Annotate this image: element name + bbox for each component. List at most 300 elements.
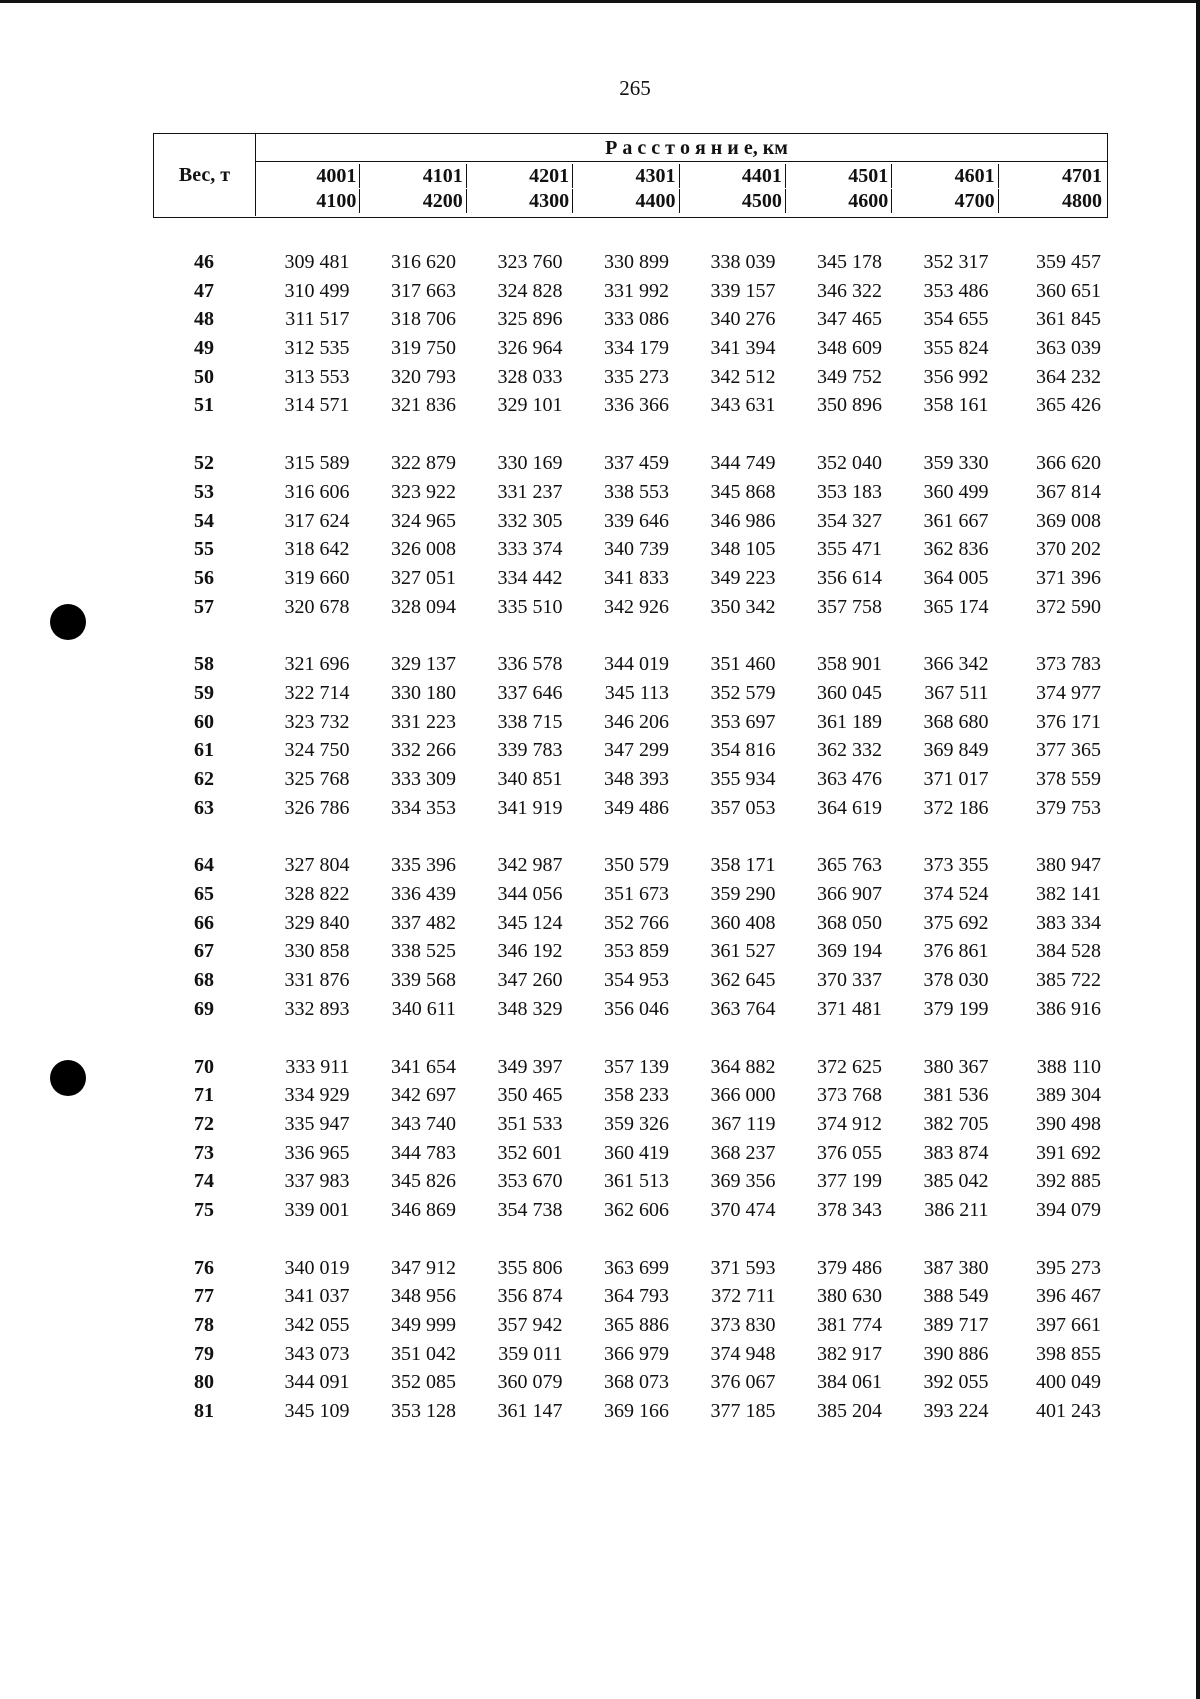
table-row	[153, 1340, 1108, 1369]
value-cell: 342 987	[497, 854, 563, 877]
value-cell: 353 859	[604, 940, 669, 963]
table-row	[153, 1053, 1108, 1082]
value-cell: 351 673	[604, 883, 669, 906]
weight-cell: 60	[194, 710, 214, 733]
value-cell: 389 717	[923, 1314, 989, 1336]
value-cell: 347 912	[391, 1256, 456, 1279]
value-cell: 337 459	[604, 452, 669, 475]
value-cell: 347 299	[604, 739, 669, 762]
value-cell: 357 758	[817, 595, 882, 618]
table-row	[153, 305, 1108, 334]
page-right-edge	[1196, 0, 1200, 1699]
range-to: 4100	[316, 189, 360, 213]
value-cell: 328 094	[391, 595, 456, 618]
value-cell: 316 606	[284, 480, 350, 503]
value-cell: 380 630	[817, 1285, 882, 1308]
weight-cell: 50	[194, 365, 214, 388]
value-cell: 378 343	[817, 1198, 882, 1221]
value-cell: 366 000	[710, 1084, 776, 1107]
weight-cell: 77	[194, 1285, 214, 1308]
value-cell: 379 753	[1036, 796, 1101, 819]
table-row	[153, 765, 1108, 794]
value-cell: 370 202	[1036, 538, 1101, 561]
value-cell: 368 237	[710, 1141, 776, 1164]
value-cell: 367 119	[711, 1112, 776, 1135]
value-cell: 395 273	[1036, 1256, 1101, 1279]
value-cell: 345 124	[497, 911, 563, 934]
value-cell: 319 750	[391, 337, 456, 360]
range-from: 4401	[742, 164, 786, 188]
value-cell: 361 513	[604, 1170, 669, 1193]
value-cell: 346 192	[497, 940, 563, 963]
value-cell: 370 474	[710, 1198, 776, 1221]
range-to: 4700	[955, 189, 999, 213]
value-cell: 348 609	[817, 337, 882, 360]
weight-cell: 57	[194, 595, 214, 618]
value-cell: 317 663	[391, 279, 456, 302]
value-cell: 337 983	[284, 1170, 350, 1193]
weight-cell: 75	[194, 1198, 214, 1221]
table-row	[153, 794, 1108, 823]
value-cell: 370 337	[817, 969, 882, 992]
value-cell: 335 947	[284, 1112, 350, 1135]
value-cell: 352 040	[817, 452, 882, 475]
value-cell: 335 396	[391, 854, 456, 877]
value-cell: 343 631	[710, 394, 776, 417]
value-cell: 376 171	[1036, 710, 1101, 733]
range-to: 4400	[636, 189, 680, 213]
value-cell: 353 183	[817, 480, 882, 503]
value-cell: 323 760	[497, 251, 563, 273]
weight-cell: 52	[194, 452, 214, 475]
table-row	[153, 1167, 1108, 1196]
table-row	[153, 995, 1108, 1024]
value-cell: 392 885	[1036, 1170, 1101, 1193]
value-cell: 384 528	[1036, 940, 1101, 963]
range-from: 4701	[1062, 165, 1102, 187]
punch-hole	[50, 1060, 86, 1096]
value-cell: 344 056	[497, 883, 563, 906]
value-cell: 383 874	[923, 1141, 989, 1164]
value-cell: 362 645	[710, 969, 776, 992]
range-to: 4200	[423, 189, 467, 213]
value-cell: 326 964	[497, 337, 563, 360]
value-cell: 346 869	[391, 1198, 456, 1221]
value-cell: 357 053	[710, 796, 776, 819]
value-cell: 390 886	[923, 1342, 989, 1365]
value-cell: 336 578	[497, 653, 563, 676]
value-cell: 342 055	[284, 1314, 350, 1336]
value-cell: 376 861	[923, 940, 989, 963]
value-cell: 357 139	[604, 1055, 669, 1078]
value-cell: 385 042	[923, 1170, 989, 1193]
value-cell: 333 086	[604, 308, 669, 331]
value-cell: 337 482	[391, 911, 456, 934]
weight-cell: 73	[194, 1141, 214, 1164]
table-row	[153, 1196, 1108, 1225]
weight-cell: 58	[194, 653, 214, 676]
range-header	[256, 162, 362, 216]
value-cell: 352 085	[391, 1371, 456, 1394]
value-cell: 314 571	[284, 394, 350, 417]
value-cell: 369 166	[604, 1400, 669, 1423]
value-cell: 331 876	[284, 969, 350, 992]
value-cell: 326 786	[284, 796, 350, 819]
value-cell: 368 680	[923, 710, 989, 733]
weight-cell: 74	[194, 1170, 214, 1193]
weight-cell: 67	[194, 940, 214, 963]
value-cell: 365 426	[1036, 394, 1101, 417]
weight-cell: 59	[194, 681, 214, 704]
weight-cell: 49	[194, 337, 214, 360]
table-row	[153, 1139, 1108, 1168]
table-row	[153, 708, 1108, 737]
value-cell: 362 836	[923, 538, 989, 561]
table-row	[153, 1368, 1108, 1397]
table-row	[153, 478, 1108, 507]
range-to: 4600	[848, 189, 892, 213]
value-cell: 356 614	[817, 566, 882, 589]
value-cell: 348 105	[710, 538, 776, 561]
value-cell: 331 992	[604, 279, 669, 302]
value-cell: 352 601	[497, 1141, 563, 1164]
value-cell: 369 008	[1036, 509, 1101, 532]
value-cell: 378 559	[1036, 768, 1101, 790]
value-cell: 364 619	[817, 796, 882, 819]
value-cell: 358 171	[710, 854, 776, 877]
value-cell: 342 512	[710, 365, 776, 388]
distance-header: Р а с с т о я н и е, км	[256, 134, 1107, 162]
value-cell: 317 624	[284, 509, 350, 532]
value-cell: 354 816	[710, 739, 776, 762]
value-cell: 345 826	[391, 1170, 456, 1193]
value-cell: 369 356	[710, 1170, 776, 1193]
value-cell: 328 033	[497, 365, 563, 388]
value-cell: 379 199	[923, 997, 989, 1020]
value-cell: 352 579	[710, 681, 776, 704]
row-group	[153, 449, 1108, 621]
value-cell: 324 965	[391, 509, 456, 532]
value-cell: 322 879	[391, 452, 456, 475]
value-cell: 397 661	[1036, 1314, 1101, 1336]
range-header	[788, 162, 894, 216]
value-cell: 330 858	[284, 940, 350, 963]
table-row	[153, 736, 1108, 765]
value-cell: 311 517	[285, 308, 350, 331]
table-row	[153, 679, 1108, 708]
value-cell: 371 481	[817, 997, 882, 1020]
value-cell: 382 705	[923, 1112, 989, 1135]
value-cell: 336 439	[391, 883, 456, 906]
value-cell: 381 536	[923, 1084, 989, 1107]
value-cell: 356 874	[497, 1285, 563, 1308]
value-cell: 398 855	[1036, 1342, 1101, 1365]
value-cell: 346 206	[604, 710, 669, 733]
value-cell: 343 740	[391, 1112, 456, 1135]
value-cell: 312 535	[284, 337, 350, 360]
value-cell: 325 768	[284, 768, 350, 790]
value-cell: 338 553	[604, 480, 669, 503]
value-cell: 341 394	[710, 337, 776, 360]
value-cell: 349 999	[391, 1314, 456, 1336]
value-cell: 372 625	[817, 1055, 882, 1078]
value-cell: 358 161	[923, 394, 989, 417]
value-cell: 385 204	[817, 1400, 882, 1423]
value-cell: 320 793	[391, 365, 456, 388]
value-cell: 340 851	[497, 768, 563, 790]
value-cell: 359 326	[604, 1112, 669, 1135]
row-group	[153, 851, 1108, 1023]
value-cell: 327 804	[284, 854, 350, 877]
value-cell: 381 774	[817, 1314, 882, 1336]
table-row	[153, 1311, 1108, 1340]
page-top-edge	[0, 0, 1200, 3]
weight-cell: 61	[194, 739, 214, 762]
value-cell: 329 101	[497, 394, 563, 417]
value-cell: 347 260	[497, 969, 563, 992]
value-cell: 350 579	[604, 854, 669, 877]
distance-ranges	[256, 162, 1107, 216]
value-cell: 393 224	[923, 1400, 989, 1423]
weight-cell: 54	[194, 509, 214, 532]
value-cell: 347 465	[817, 308, 882, 331]
value-cell: 355 824	[923, 337, 989, 360]
table-row	[153, 909, 1108, 938]
value-cell: 339 001	[284, 1198, 350, 1221]
range-from: 4001	[316, 164, 360, 188]
value-cell: 331 223	[391, 710, 456, 733]
table-row	[153, 535, 1108, 564]
value-cell: 363 476	[817, 768, 882, 790]
value-cell: 373 830	[710, 1314, 776, 1336]
value-cell: 372 711	[711, 1285, 776, 1308]
value-cell: 318 642	[284, 538, 350, 561]
value-cell: 313 553	[284, 365, 350, 388]
value-cell: 379 486	[817, 1256, 882, 1279]
table-row	[153, 248, 1108, 277]
weight-cell: 63	[194, 796, 214, 819]
table-row	[153, 937, 1108, 966]
range-to: 4500	[742, 189, 786, 213]
value-cell: 339 783	[497, 739, 563, 762]
value-cell: 330 899	[604, 251, 669, 273]
value-cell: 346 986	[710, 509, 776, 532]
value-cell: 341 654	[391, 1055, 456, 1078]
weight-cell: 56	[194, 566, 214, 589]
value-cell: 374 948	[710, 1342, 776, 1365]
value-cell: 354 327	[817, 509, 882, 532]
value-cell: 341 919	[497, 796, 563, 819]
value-cell: 333 911	[285, 1055, 350, 1078]
value-cell: 361 189	[817, 710, 882, 733]
value-cell: 334 179	[604, 337, 669, 360]
table-row	[153, 507, 1108, 536]
value-cell: 309 481	[284, 251, 350, 273]
value-cell: 310 499	[284, 279, 350, 302]
value-cell: 315 589	[284, 452, 350, 475]
value-cell: 344 749	[710, 452, 776, 475]
value-cell: 386 916	[1036, 997, 1101, 1020]
value-cell: 360 079	[497, 1371, 563, 1394]
value-cell: 353 486	[923, 279, 989, 302]
value-cell: 325 896	[497, 308, 563, 331]
value-cell: 376 055	[817, 1141, 882, 1164]
table-row	[153, 851, 1108, 880]
value-cell: 333 309	[391, 768, 456, 790]
value-cell: 360 408	[710, 911, 776, 934]
value-cell: 361 845	[1036, 308, 1101, 331]
row-group	[153, 248, 1108, 420]
table-row	[153, 564, 1108, 593]
range-from: 4201	[529, 164, 573, 188]
value-cell: 319 660	[284, 566, 350, 589]
table-row	[153, 880, 1108, 909]
range-from: 4601	[955, 164, 999, 188]
weight-cell: 68	[194, 969, 214, 992]
value-cell: 369 194	[817, 940, 882, 963]
value-cell: 349 752	[817, 365, 882, 388]
value-cell: 331 237	[497, 480, 563, 503]
value-cell: 324 828	[497, 279, 563, 302]
value-cell: 352 766	[604, 911, 669, 934]
value-cell: 385 722	[1036, 969, 1101, 992]
value-cell: 366 342	[923, 653, 989, 676]
value-cell: 327 051	[391, 566, 456, 589]
value-cell: 345 868	[710, 480, 776, 503]
value-cell: 391 692	[1036, 1141, 1101, 1164]
value-cell: 373 355	[923, 854, 989, 877]
value-cell: 363 699	[604, 1256, 669, 1279]
value-cell: 354 655	[923, 308, 989, 331]
value-cell: 344 783	[391, 1141, 456, 1164]
value-cell: 371 593	[710, 1256, 776, 1279]
value-cell: 359 457	[1036, 251, 1101, 273]
weight-cell: 48	[194, 308, 214, 331]
value-cell: 343 073	[284, 1342, 350, 1365]
value-cell: 334 353	[391, 796, 456, 819]
weight-cell: 80	[194, 1371, 214, 1394]
value-cell: 374 912	[817, 1112, 882, 1135]
value-cell: 341 037	[284, 1285, 350, 1308]
value-cell: 386 211	[924, 1198, 989, 1221]
value-cell: 353 670	[497, 1170, 563, 1193]
weight-cell: 65	[194, 883, 214, 906]
weight-cell: 72	[194, 1112, 214, 1135]
value-cell: 356 992	[923, 365, 989, 388]
value-cell: 354 953	[604, 969, 669, 992]
value-cell: 387 380	[923, 1256, 989, 1279]
value-cell: 340 276	[710, 308, 776, 331]
value-cell: 366 979	[604, 1342, 669, 1365]
table-row	[153, 650, 1108, 679]
row-group	[153, 650, 1108, 822]
table-row	[153, 391, 1108, 420]
value-cell: 364 005	[923, 566, 989, 589]
value-cell: 332 266	[391, 739, 456, 762]
table-row	[153, 363, 1108, 392]
value-cell: 380 947	[1036, 854, 1101, 877]
value-cell: 363 039	[1036, 337, 1101, 360]
value-cell: 365 174	[923, 595, 989, 618]
weight-cell: 81	[194, 1400, 214, 1423]
value-cell: 388 110	[1036, 1055, 1101, 1078]
value-cell: 373 783	[1036, 653, 1101, 676]
value-cell: 339 568	[391, 969, 456, 992]
table-row	[153, 593, 1108, 622]
value-cell: 339 157	[710, 279, 776, 302]
weight-cell: 47	[194, 279, 214, 302]
value-cell: 361 667	[923, 509, 989, 532]
value-cell: 372 590	[1036, 595, 1101, 618]
value-cell: 356 046	[604, 997, 669, 1020]
value-cell: 351 460	[710, 653, 776, 676]
value-cell: 337 646	[497, 681, 563, 704]
value-cell: 355 471	[817, 538, 882, 561]
value-cell: 348 956	[391, 1285, 456, 1308]
value-cell: 367 511	[924, 681, 989, 704]
value-cell: 368 073	[604, 1371, 669, 1394]
value-cell: 355 806	[497, 1256, 563, 1279]
weight-cell: 62	[194, 768, 214, 790]
value-cell: 355 934	[710, 768, 776, 790]
value-cell: 349 397	[497, 1055, 563, 1078]
weight-cell: 51	[194, 394, 214, 417]
value-cell: 329 840	[284, 911, 350, 934]
value-cell: 378 030	[923, 969, 989, 992]
range-header	[894, 162, 1000, 216]
value-cell: 377 185	[710, 1400, 776, 1423]
range-from: 4501	[848, 164, 892, 188]
value-cell: 335 273	[604, 365, 669, 388]
table-row	[153, 334, 1108, 363]
value-cell: 382 917	[817, 1342, 882, 1365]
value-cell: 383 334	[1036, 911, 1101, 934]
value-cell: 366 620	[1036, 452, 1101, 475]
value-cell: 326 008	[391, 538, 456, 561]
weight-cell: 79	[194, 1342, 214, 1365]
value-cell: 377 365	[1036, 739, 1101, 762]
value-cell: 374 977	[1036, 681, 1101, 704]
value-cell: 316 620	[391, 251, 456, 273]
value-cell: 362 332	[817, 739, 882, 762]
table-row	[153, 277, 1108, 306]
weight-cell: 76	[194, 1256, 214, 1279]
value-cell: 390 498	[1036, 1112, 1101, 1135]
value-cell: 350 896	[817, 394, 882, 417]
value-cell: 396 467	[1036, 1285, 1101, 1308]
range-header	[1001, 162, 1107, 216]
value-cell: 376 067	[710, 1371, 776, 1394]
value-cell: 320 678	[284, 595, 350, 618]
value-cell: 394 079	[1036, 1198, 1101, 1221]
weight-cell: 71	[194, 1084, 214, 1107]
value-cell: 344 091	[284, 1371, 350, 1394]
value-cell: 323 732	[284, 710, 350, 733]
value-cell: 360 419	[604, 1141, 669, 1164]
value-cell: 350 465	[497, 1084, 563, 1107]
value-cell: 329 137	[391, 653, 456, 676]
value-cell: 344 019	[604, 653, 669, 676]
value-cell: 338 715	[497, 710, 563, 733]
value-cell: 336 366	[604, 394, 669, 417]
value-cell: 371 396	[1036, 566, 1101, 589]
value-cell: 367 814	[1036, 480, 1101, 503]
value-cell: 332 893	[284, 997, 350, 1020]
value-cell: 330 180	[391, 681, 456, 704]
value-cell: 357 942	[497, 1314, 563, 1336]
value-cell: 382 141	[1036, 883, 1101, 906]
table-row	[153, 1110, 1108, 1139]
